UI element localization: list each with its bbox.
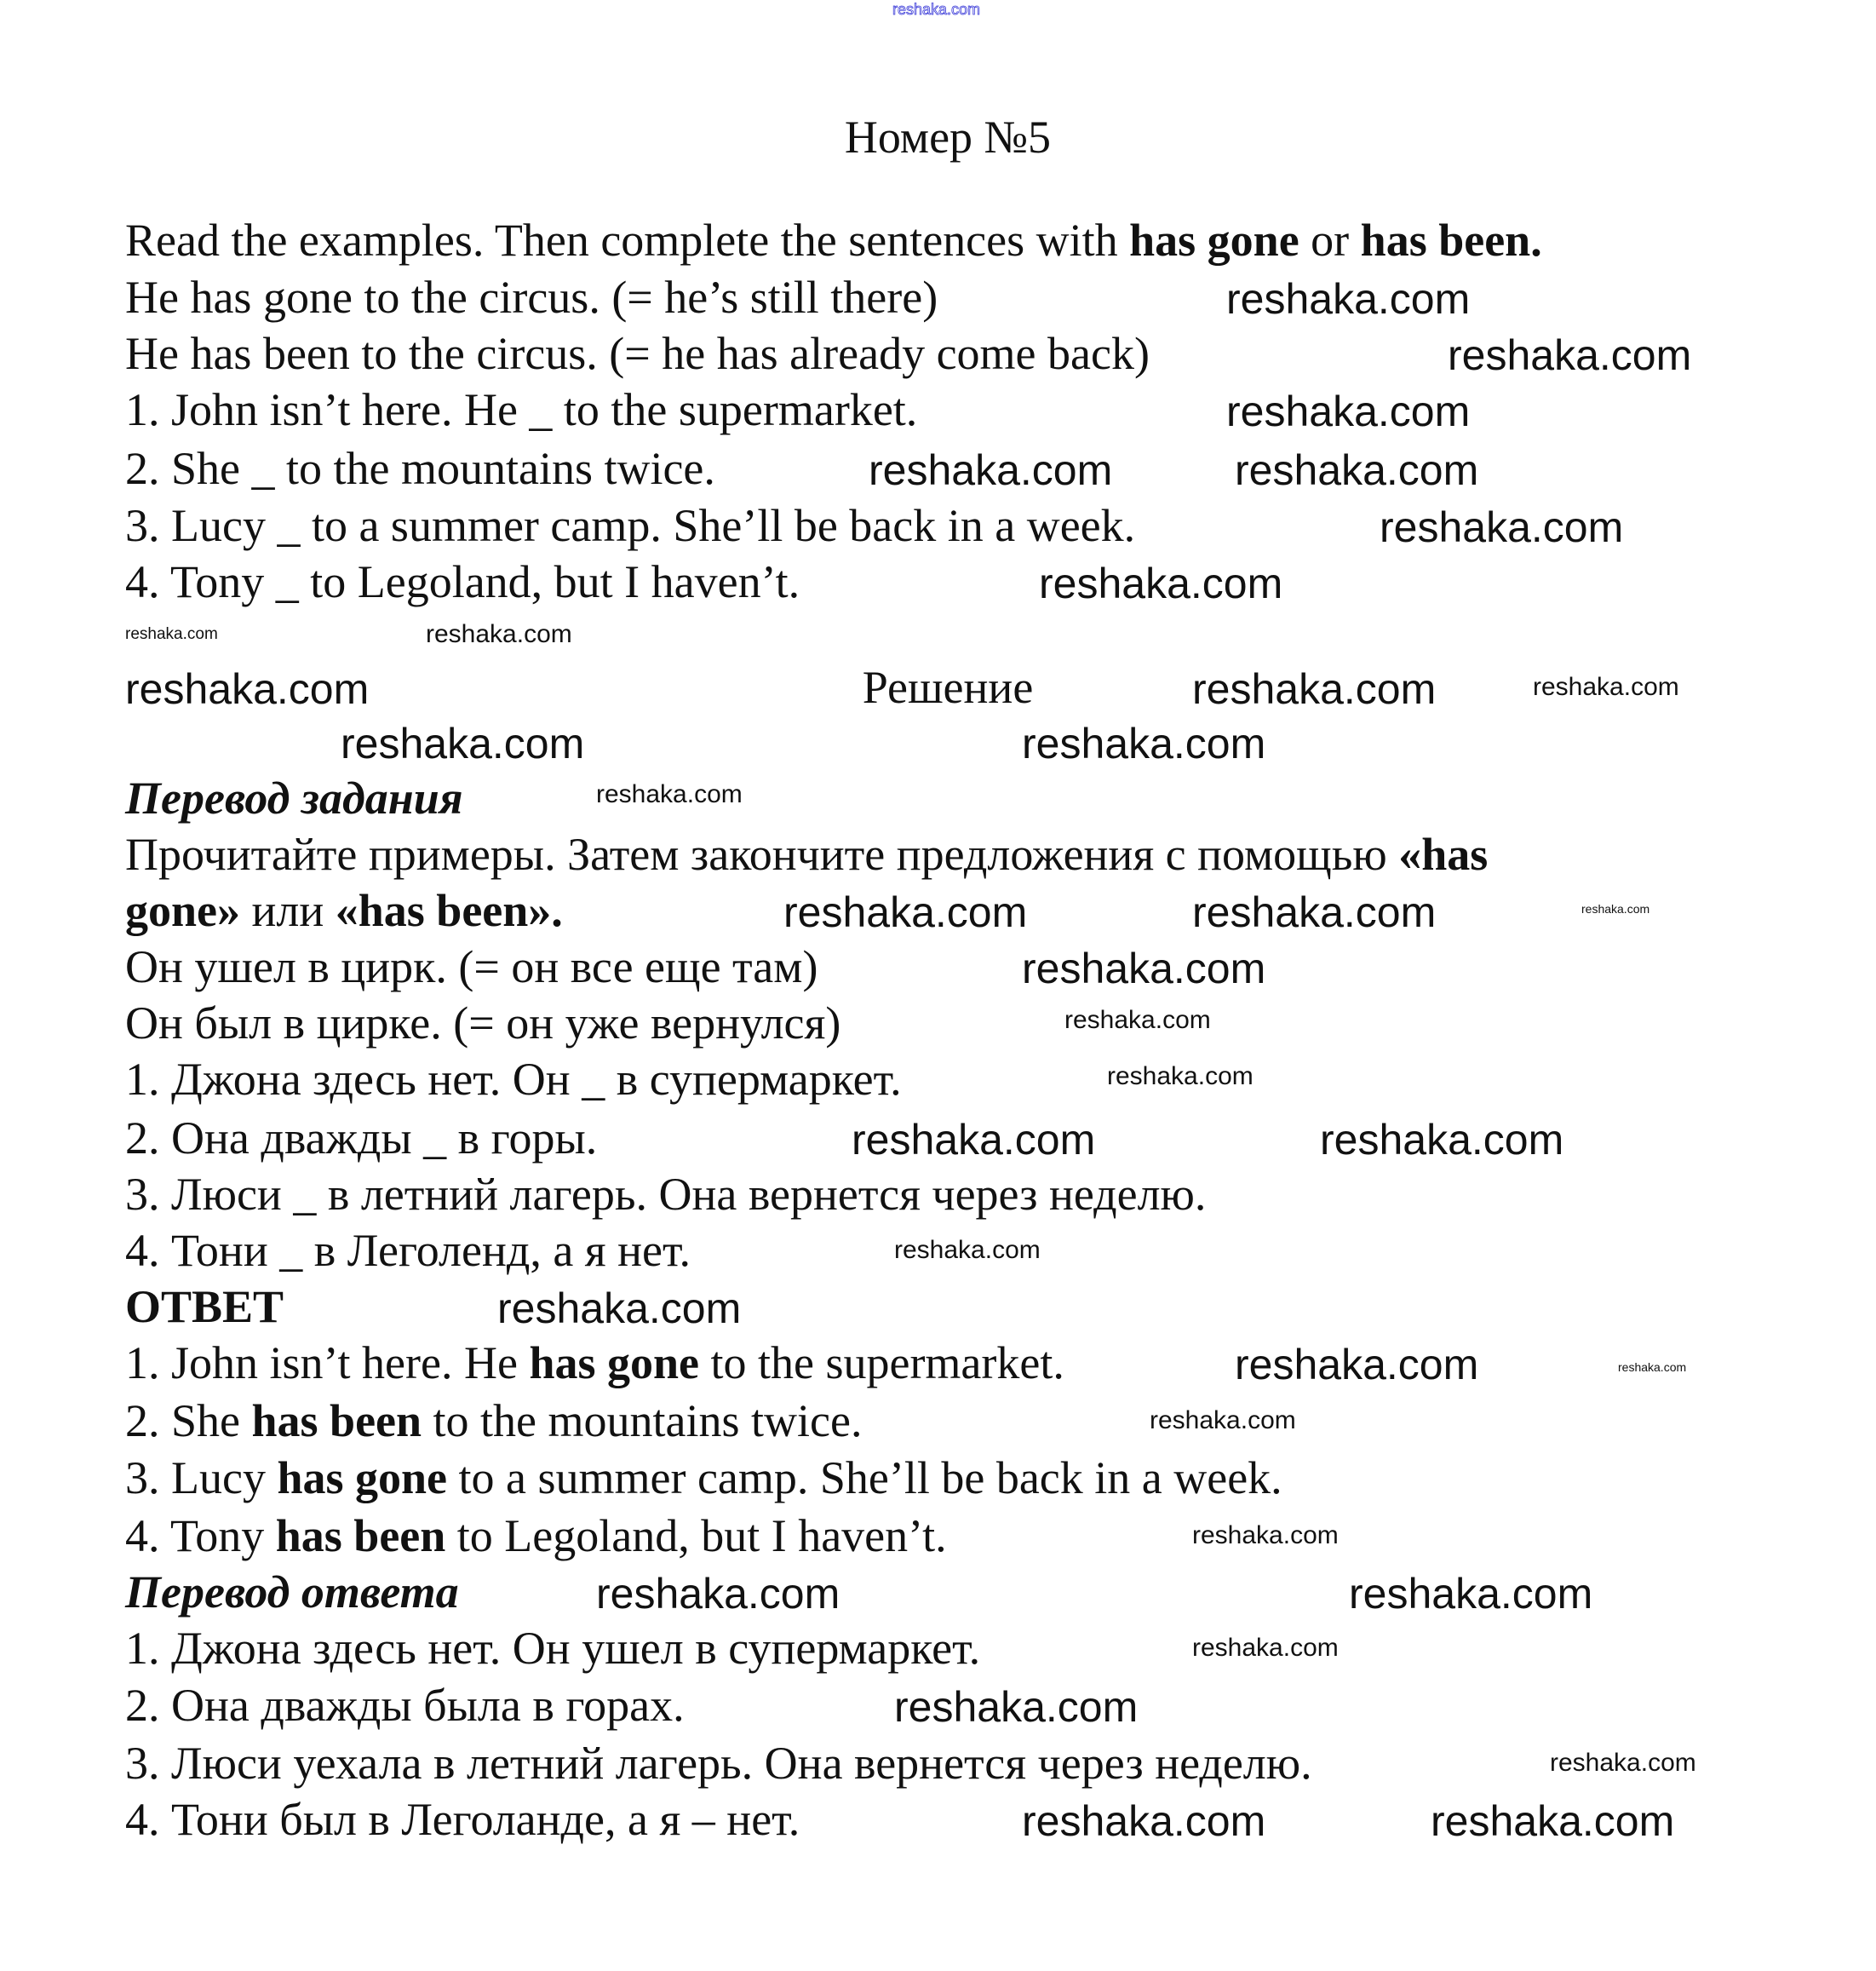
watermark: reshaka.com (125, 625, 218, 643)
answer-text: to Legoland, but I haven’t. (445, 1510, 947, 1561)
translation-item: 4. Тони _ в Леголенд, а я нет. (125, 1225, 691, 1276)
answer-text: to the supermarket. (698, 1337, 1064, 1388)
watermark: reshaka.com (894, 1683, 1139, 1731)
example-2: He has been to the circus. (= he has already come back) (125, 328, 1150, 379)
translation-item: 1. Джона здесь нет. Он _ в супермаркет. (125, 1054, 902, 1105)
watermark: reshaka.com (1235, 1341, 1479, 1388)
answer-text: 1. John isn’t here. He (125, 1337, 530, 1388)
watermark: reshaka.com (1226, 388, 1471, 435)
translation-example-1: Он ушел в цирк. (= он все еще там) (125, 941, 818, 992)
watermark: reshaka.com (852, 1116, 1096, 1164)
watermark: reshaka.com (1192, 1634, 1339, 1662)
answer-item (125, 1335, 1064, 1391)
watermark: reshaka.com (341, 720, 585, 767)
answer-item (125, 1508, 947, 1564)
bold-phrase: «has been». (335, 885, 563, 936)
watermark: reshaka.com (1349, 1570, 1593, 1618)
answer-item (125, 1450, 1282, 1506)
answer-item (125, 1393, 862, 1449)
bold-phrase: «has (1398, 829, 1489, 880)
translation-instruction-cont (125, 882, 563, 939)
watermark: reshaka.com (783, 888, 1028, 936)
answer-bold: has been (251, 1395, 422, 1446)
watermark: reshaka.com (1448, 331, 1692, 379)
instruction-text: Прочитайте примеры. Затем закончите предложения с помощью (125, 829, 1399, 880)
task-item: 3. Lucy _ to a summer camp. She’ll be back in a week. (125, 500, 1136, 551)
watermark: reshaka.com (1226, 275, 1471, 323)
bold-phrase: gone» (125, 885, 240, 936)
answer-translation-item: 3. Люси уехала в летний лагерь. Она вернется через неделю. (125, 1738, 1312, 1789)
watermark: reshaka.com (1022, 945, 1266, 992)
answer-text: 3. Lucy (125, 1452, 278, 1503)
watermark: reshaka.com (1064, 1006, 1211, 1034)
translation-instruction (125, 826, 1488, 882)
answer-text: to the mountains twice. (422, 1395, 863, 1446)
task-item: 2. She _ to the mountains twice. (125, 443, 715, 494)
watermark: reshaka.com (1581, 902, 1650, 916)
watermark: reshaka.com (1533, 673, 1679, 701)
translation-example-2: Он был в цирке. (= он уже вернулся) (125, 997, 841, 1049)
watermark: reshaka.com (1235, 446, 1479, 494)
watermark: reshaka.com (596, 780, 743, 808)
watermark: reshaka.com (1550, 1749, 1696, 1777)
answer-text: 4. Tony (125, 1510, 276, 1561)
answer-translation-heading: Перевод ответа (125, 1566, 459, 1618)
watermark: reshaka.com (1192, 888, 1437, 936)
bold-phrase: has been. (1360, 215, 1542, 266)
task-item: 1. John isn’t here. He _ to the supermarket. (125, 384, 918, 435)
watermark: reshaka.com (1192, 665, 1437, 713)
example-1: He has gone to the circus. (= he’s still there) (125, 272, 938, 323)
answer-translation-item: 2. Она дважды была в горах. (125, 1680, 685, 1731)
instruction-text: or (1299, 215, 1361, 266)
watermark: reshaka.com (1380, 503, 1624, 551)
answer-bold: has gone (529, 1337, 699, 1388)
answer-bold: has gone (277, 1452, 447, 1503)
translation-item: 3. Люси _ в летний лагерь. Она вернется через неделю. (125, 1169, 1207, 1220)
watermark: reshaka.com (596, 1570, 840, 1618)
answer-translation-item: 1. Джона здесь нет. Он ушел в супермаркет. (125, 1623, 981, 1674)
watermark: reshaka.com (1039, 560, 1283, 607)
bold-phrase: has gone (1129, 215, 1299, 266)
watermark: reshaka.com (1431, 1797, 1675, 1845)
watermark: reshaka.com (894, 1236, 1041, 1264)
watermark: reshaka.com (426, 620, 572, 648)
watermark: reshaka.com (1320, 1116, 1564, 1164)
watermark: reshaka.com (1022, 1797, 1266, 1845)
translation-heading: Перевод задания (125, 773, 463, 824)
watermark: reshaka.com (1618, 1360, 1687, 1374)
answer-text: 2. She (125, 1395, 252, 1446)
answer-bold: has been (275, 1510, 446, 1561)
instruction-text: Read the examples. Then complete the sentences with (125, 215, 1130, 266)
answer-text: to a summer camp. She’ll be back in a week. (447, 1452, 1282, 1503)
solution-title: Решение (862, 662, 1034, 713)
watermark: reshaka.com (869, 446, 1113, 494)
task-instruction (125, 212, 1542, 268)
page-title: Номер №5 (844, 112, 1052, 163)
watermark: reshaka.com (497, 1284, 742, 1332)
task-item: 4. Tony _ to Legoland, but I haven’t. (125, 556, 800, 607)
instruction-text: или (240, 885, 336, 936)
answer-heading: ОТВЕТ (125, 1281, 284, 1332)
watermark: reshaka.com (1192, 1521, 1339, 1549)
watermark: reshaka.com (892, 1, 981, 18)
watermark: reshaka.com (1107, 1062, 1254, 1090)
answer-translation-item: 4. Тони был в Леголанде, а я – нет. (125, 1794, 800, 1845)
watermark: reshaka.com (1022, 720, 1266, 767)
translation-item: 2. Она дважды _ в горы. (125, 1112, 598, 1164)
watermark: reshaka.com (125, 665, 370, 713)
watermark: reshaka.com (1150, 1406, 1296, 1434)
